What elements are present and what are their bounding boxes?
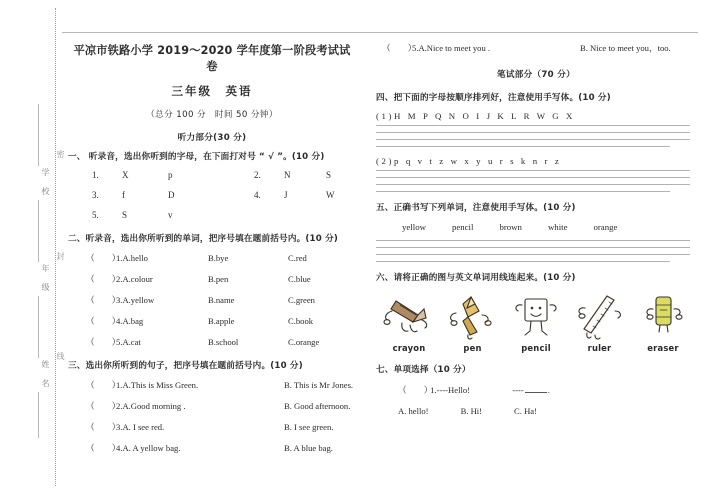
letter-option-b[interactable]: v <box>168 210 173 220</box>
answer-bracket[interactable]: （ ） <box>86 443 121 453</box>
right-column <box>376 42 696 416</box>
eraser-icon <box>634 291 692 341</box>
page-subtitle: 三年级 英语 <box>171 84 253 98</box>
choice-row[interactable] <box>68 442 356 454</box>
option-b[interactable]: B. Hi! <box>460 406 483 416</box>
choice-row[interactable] <box>68 400 356 412</box>
picture-label: eraser <box>647 343 679 353</box>
picture-cell-pencil[interactable] <box>507 291 565 353</box>
left-column <box>68 42 356 465</box>
choice-option-a[interactable]: 2.A.Good morning . <box>116 401 186 411</box>
letter-option-a[interactable]: J <box>284 190 288 200</box>
picture-cell-crayon[interactable] <box>380 291 438 353</box>
section-5-heading: 五、正确书写下列单词，注意使用手写体。(10 分) <box>376 203 576 213</box>
seal-margin <box>0 0 65 500</box>
choice-option-b[interactable]: B. Good afternoon. <box>284 401 351 411</box>
section-3-heading: 三、选出你所听到的句子，把序号填在题前括号内。(10 分) <box>68 361 303 371</box>
choice-option-b[interactable]: B. A blue bag. <box>284 443 333 453</box>
choice-row[interactable] <box>68 273 356 285</box>
pen-icon <box>444 291 502 341</box>
choice-row[interactable] <box>68 336 356 348</box>
choice-option-a[interactable]: 5.A.Nice to meet you . <box>412 43 491 53</box>
handwriting-stave[interactable] <box>376 170 696 192</box>
choice-option-a[interactable]: 1.A.hello <box>116 253 148 263</box>
option-c[interactable]: C. Ha! <box>514 406 537 416</box>
letter-row[interactable] <box>68 190 356 200</box>
answer-bracket[interactable]: （ ） <box>86 422 121 432</box>
section-4-heading: 四、把下面的字母按顺序排列好，注意使用手写体。(10 分) <box>376 93 611 103</box>
section-1-heading: 一、 听录音，选出你听到的字母，在下面打对号 “ √ ”。(10 分) <box>68 152 325 162</box>
answer-bracket[interactable]: （ ） <box>86 337 121 347</box>
choice-option-b[interactable]: B.name <box>208 295 235 305</box>
crayon-icon <box>380 291 438 341</box>
letter-option-b[interactable]: W <box>326 190 335 200</box>
section-4-sequence-lowercase: (2)p q v t z w x y u r s k n r z <box>376 156 562 166</box>
letter-item-number: 4. <box>254 190 261 200</box>
section-5-word-list <box>376 222 696 232</box>
word-yellow: yellow <box>402 222 426 232</box>
page-title: 平凉市铁路小学 2019～2020 学年度第一阶段考试试卷 <box>73 44 351 73</box>
seal-word-xian: 线 <box>56 352 65 360</box>
section-2-heading: 二、听录音，选出你所听到的单词，把序号填在题前括号内。(10 分) <box>68 234 339 244</box>
answer-blank[interactable] <box>525 392 547 393</box>
word-brown: brown <box>499 222 522 232</box>
seal-dotted-line <box>55 8 56 486</box>
choice-option-b[interactable]: B.pen <box>208 274 229 284</box>
answer-bracket[interactable]: （ ） <box>86 253 121 263</box>
letter-option-a[interactable]: N <box>284 170 291 180</box>
seal-line-segment <box>38 296 39 358</box>
letter-option-b[interactable]: S <box>326 170 332 180</box>
seal-label-name: 姓 名 <box>41 360 50 388</box>
letter-option-b[interactable]: D <box>168 190 175 200</box>
letter-item-number: 5. <box>92 210 99 220</box>
question-stem-before: 1.----Hello! <box>430 385 471 395</box>
choice-row[interactable] <box>68 315 356 327</box>
choice-row[interactable] <box>68 421 356 433</box>
letter-row[interactable] <box>68 210 356 220</box>
letter-item-number: 3. <box>92 190 99 200</box>
choice-option-c[interactable]: C.book <box>288 316 314 326</box>
choice-row[interactable] <box>68 379 356 391</box>
answer-bracket[interactable]: （ ） <box>86 295 121 305</box>
choice-option-b[interactable]: B.apple <box>208 316 235 326</box>
handwriting-stave[interactable] <box>376 125 696 147</box>
section-4-sequence-uppercase: (1)H M P Q N O I J K L R W G X <box>376 111 575 121</box>
seal-label-school: 学 校 <box>41 168 50 196</box>
choice-row[interactable] <box>68 294 356 306</box>
picture-cell-eraser[interactable] <box>634 291 692 353</box>
section-1-letter-grid <box>68 170 356 220</box>
answer-bracket[interactable]: （ ） <box>86 316 121 326</box>
answer-bracket[interactable]: （ ） <box>86 401 121 411</box>
listening-part-heading: 听力部分(30 分) <box>177 133 247 143</box>
letter-option-a[interactable]: S <box>122 210 128 220</box>
section-7-heading: 七、单项选择（10 分） <box>376 365 471 375</box>
section-6-picture-row <box>376 291 696 353</box>
section-2-choices <box>68 252 356 348</box>
letter-item-number: 2. <box>254 170 261 180</box>
choice-option-c[interactable]: C.red <box>288 253 307 263</box>
section-7-options <box>376 406 696 416</box>
section-3-choices <box>68 379 356 454</box>
picture-label: pen <box>463 343 482 353</box>
choice-option-a[interactable]: 4.A.bag <box>116 316 144 326</box>
choice-option-b[interactable]: B. I see green. <box>284 422 334 432</box>
answer-bracket[interactable]: （ ） <box>398 385 433 395</box>
letter-option-b[interactable]: p <box>168 170 173 180</box>
seal-label-grade: 年 级 <box>41 264 50 292</box>
option-a[interactable]: A. hello! <box>398 406 429 416</box>
seal-line-segment <box>38 104 39 166</box>
letter-option-a[interactable]: f <box>122 190 125 200</box>
exam-meta: （总分 100 分 时间 50 分钟） <box>146 110 278 120</box>
ruler-icon <box>571 291 629 341</box>
choice-option-c[interactable]: C.orange <box>288 337 320 347</box>
choice-option-b[interactable]: B.bye <box>208 253 229 263</box>
question-stem-after: ---- <box>512 385 524 395</box>
choice-option-c[interactable]: C.green <box>288 295 315 305</box>
choice-option-a[interactable]: 3.A. I see red. <box>116 422 165 432</box>
picture-cell-ruler[interactable] <box>571 291 629 353</box>
seal-line-segment <box>38 200 39 262</box>
top-horizontal-rule <box>62 32 698 33</box>
word-orange: orange <box>593 222 618 232</box>
letter-row[interactable] <box>68 170 356 180</box>
answer-bracket[interactable]: （ ） <box>86 380 121 390</box>
choice-option-a[interactable]: 4.A. A yellow bag. <box>116 443 181 453</box>
seal-word-feng: 封 <box>56 252 65 260</box>
pencil-icon <box>507 291 565 341</box>
choice-option-a[interactable]: 1.A.This is Miss Green. <box>116 380 199 390</box>
written-part-heading: 笔试部分（70 分） <box>496 70 576 80</box>
letter-item-number: 1. <box>92 170 99 180</box>
answer-bracket[interactable]: （ ） <box>86 274 121 284</box>
answer-bracket[interactable]: （ ） <box>382 43 417 53</box>
picture-label: ruler <box>587 343 612 353</box>
letter-option-a[interactable]: X <box>122 170 129 180</box>
seal-word-mi: 密 <box>56 150 65 158</box>
word-pencil: pencil <box>451 222 474 232</box>
seal-line-segment <box>38 392 39 438</box>
section-6-heading: 六、请将正确的图与英文单词用线连起来。(10 分) <box>376 273 576 283</box>
choice-option-a[interactable]: 3.A.yellow <box>116 295 155 305</box>
choice-option-c[interactable]: C.blue <box>288 274 311 284</box>
section-7-question-1[interactable]: （ ） 1.----Hello! ---- . <box>398 385 550 395</box>
handwriting-stave[interactable] <box>376 240 696 262</box>
picture-label: pencil <box>521 343 551 353</box>
picture-cell-pen[interactable] <box>444 291 502 353</box>
choice-row[interactable] <box>68 252 356 264</box>
choice-row[interactable] <box>376 42 696 54</box>
choice-option-b[interactable]: B. Nice to meet you，too. <box>580 43 671 53</box>
choice-option-a[interactable]: 2.A.colour <box>116 274 153 284</box>
choice-option-b[interactable]: B. This is Mr Jones. <box>284 380 354 390</box>
choice-option-b[interactable]: B.school <box>208 337 239 347</box>
word-white: white <box>547 222 568 232</box>
choice-option-a[interactable]: 5.A.cat <box>116 337 141 347</box>
picture-label: crayon <box>392 343 426 353</box>
